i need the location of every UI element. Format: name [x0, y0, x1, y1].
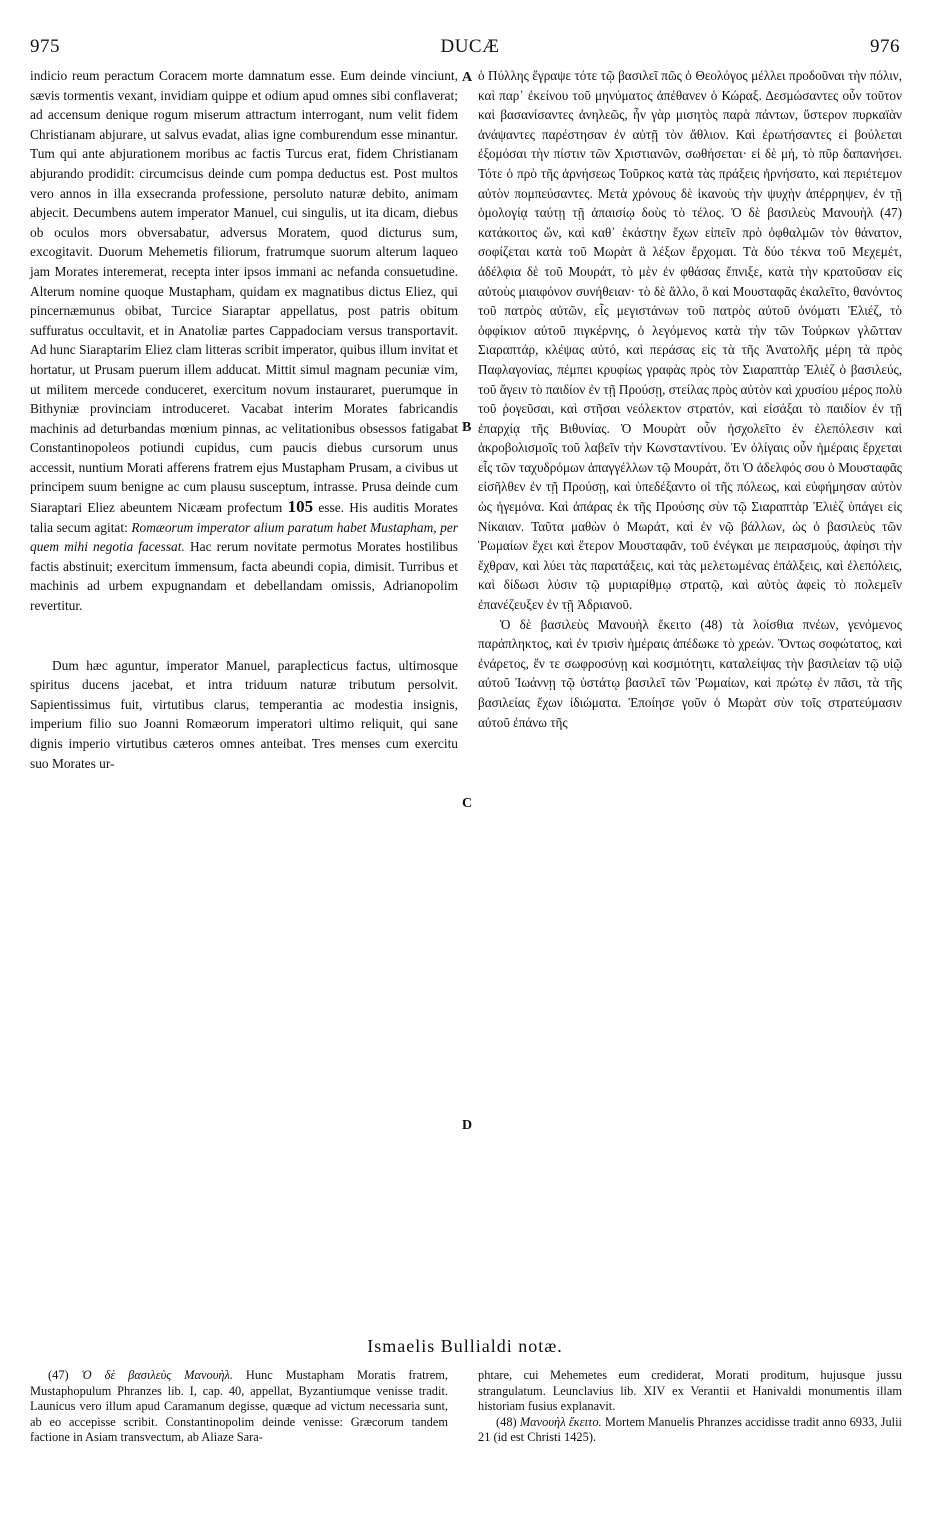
- paragraph-gap: [30, 616, 458, 656]
- running-title: DUCÆ: [440, 36, 500, 57]
- greek-paragraph-2: Ὁ δὲ βασιλεὺς Μανουὴλ ἔκειτο (48) τὰ λοίσθια πνέων, γενόμενος παράπληκτος, καὶ ἐν τρισὶν ἡμέραις ἀπέδωκε τὸ χρεών. Ὄντως σοφώτατος, καὶ ἐνάρετος, ἔν τε σωφροσύνῃ καὶ κοσμιότητι, καταλείψας τὴν βασιλείαν τῷ υἱῷ αὐτοῦ Ἰωάννῃ τῷ ὑστάτῳ βασιλεῖ τῶν Ῥωμαίων, καὶ πρώτῳ ἐν πᾶσι, τὰ τῆς βασιλείας ἔχων ἰδιώματα. Ἐποίησε γοῦν ὁ Μωρὰτ σὺν τοῖς στρατεύμασιν αὐτοῦ ἐπάνω τῆς: [478, 616, 902, 730]
- folio-number: 105: [287, 497, 314, 517]
- notes-heading: Ismaelis Bullialdi notæ.: [367, 1336, 563, 1356]
- greek-column: [478, 66, 902, 732]
- margin-mark-a: A: [462, 70, 473, 85]
- note-48: [478, 1415, 902, 1446]
- note-47-text: Hunc Mustapham Moratis fratrem, Mustaphopulum Phranzes lib. I, cap. 40, appellat, Byzantiumque venisse tradit. Launicus vero illum apud Caramanum degisse, quæque ad victum necessaria sunt, ab eo accepisse scribit. Constantinopolim deinde venisse: Græcorum tandem factione in Asiam transvectum, ab Aliaze Sara-: [30, 1368, 448, 1445]
- page-number-left: 975: [30, 36, 60, 57]
- page-number-right: 976: [870, 36, 900, 57]
- margin-mark-b: B: [462, 420, 472, 435]
- note-48-lemma: Μανουὴλ ἔκειτο.: [519, 1414, 602, 1429]
- note-48-number: (48): [496, 1414, 517, 1429]
- latin-italic-quote: Romæorum imperator alium paratum habet Mustapham, per quem mihi negotia facessat.: [30, 519, 458, 555]
- latin-paragraph-1: [30, 66, 458, 616]
- notes-column-right: [478, 1368, 902, 1446]
- latin-paragraph-2: Dum hæc aguntur, imperator Manuel, paraplecticus factus, ultimosque spiritus ducens jacebat, et intra triduum naturæ tributum persolvit. Sapientissimus fuit, virtutibus clarus, temperantia ac modestia insignis, imperium filio suo Joanni Romæorum imperatori ultimo reliquit, qui sane dignis imperio virtutibus cæteros omnes anteibat. Tres menses cum exercitu suo Morates ur-: [30, 657, 458, 771]
- margin-mark-c: C: [462, 796, 473, 811]
- note-47-continuation: phtare, cui Mehemetes eum crediderat, Morati proditum, hujusque jussu strangulatum. Leunclavius lib. XIV ex Verantii et Hanivaldi monumentis illam historiam fusius explanavit.: [478, 1368, 902, 1414]
- notes-column-left: [30, 1368, 448, 1446]
- greek-paragraph-1: ὁ Πύλλης ἔγραψε τότε τῷ βασιλεῖ πῶς ὁ Θεολόγος μέλλει προδοῦναι τὴν πόλιν, καὶ παρ᾽ ἐκείνου τοῦ μηνύματος ἀπέθανεν ὁ Κώραξ. Δεσμώσαντες οὖν τοῦτον καὶ βασανίσαντες ἀνηλεῶς, ἦν γὰρ μισητὸς παρὰ πάντων, ὕστερον πυρκαϊὰν ἀνάψαντες παρέστησαν ἐν αὐτῇ τὸν ἄθλιον. Καὶ ἐρωτήσαντες εἰ βούλεται ἐξομόσαι τὴν πίστιν τῶν Χριστιανῶν, σωθήσεται· εἰ δὲ μή, τὸ πῦρ δαπανήσει. Τότε ὁ πρὸ τῆς ἀρνήσεως Τοῦρκος κατὰ τὰς πράξεις ἠρνήσατο, καὶ περιέτεμον αὐτὸν πομπεύσαντες. Μετὰ χρόνους δὲ ἱκανοὺς τὴν ψυχὴν ἀπέρρηψεν, ἐν τῇ ὁμολογίᾳ ταύτῃ τῇ ἀπαισίῳ δοὺς τὸ τέλος. Ὁ δὲ βασιλεὺς Μανουὴλ (47) κατάκοιτος ὤν, καὶ καθ᾽ ἑκάστην ἔχων εἰπεῖν πρὸ ὀφθαλμῶν τὸν θάνατον, σοφίζεται κατὰ τοῦ Μωρὰτ ἃ λέξων ἔρχομαι. Τὰ δύο τέκνα τοῦ Μεχεμέτ, ἀδέλφια δὲ τοῦ Μουράτ, τὸ μὲν ἐν φθάσας ἔπνιξε, κατὰ τὴν κρατοῦσαν εἰς αὐτοὺς μιαιφόνον συνήθειαν· τὸ δὲ ἄλλο, ὃ καὶ Μουσταφᾶς ἐκαλεῖτο, θανόντος τοῦ πατρὸς αὐτῶν, εἷς μεγιστάνων τοῦ πατρὸς αὐτοῦ ὀνόματι Ἐλιέζ, τὸ ὀφφίκιον αὐτοῦ πιγκέρνης, ὁ λεγόμενος κατὰ τὴν τῶν Τούρκων γλῶτταν Σιαραπτάρ, κλέψας αὐτό, καὶ περάσας εἰς τὰ τῆς Ἀνατολῆς μέρη τὰ πρὸς Παφλαγονίας, πέμπει κρυφίως γραφὰς πρὸς τὸν Σιαραπτὰρ Ἐλιὲζ ὁ βασιλεύς, τοῦ ἄγειν τὸ παιδίον ἐν τῇ Προύσῃ, στείλας πρὸς αὐτὸν καὶ χρυσίου μέρος πολὺ τοῦ ῥογεῦσαι, καὶ στῆσαι νεόλεκτον στρατόν, καὶ εἰσάξαι τὸ παιδίον ἐν τῇ ἐπαρχίᾳ τῆς Βιθυνίας. Ὁ Μουρὰτ οὖν ἠσχολεῖτο ἐν ἐλεπόλεσιν καὶ ἀκροβολισμοῖς τοῦ λαβεῖν τὴν Κωνσταντίνου. Ἐν ὀλίγαις οὖν ἡμέραις ἔρχεται εἷς τῶν ταχυδρόμων ἀπαγγέλλων τῷ Μουράτ, ὅτι Ὁ ἀδελφός σου ὁ Μουσταφᾶς εἰσῆλθεν ἐν τῇ Προύσῃ, καὶ ὑπεδέξαντο οἱ τῆς πόλεως, καὶ εὐφήμησαν αὐτὸν ὡς ἡγεμόνα. Καὶ ἀπάρας ἐκ τῆς Προύσης σὺν τῷ Σιαραπτὰρ Ἐλιὲζ ὑπάγει εἰς Νίκαιαν. Ταῦτα μαθὼν ὁ Μωράτ, καὶ ἐν νῷ βάλλων, ὡς ὁ βασιλεὺς τῶν Ῥωμαίων ἔχει καὶ ἕτερον Μουσταφᾶν, τοῦ ἐνέγκαι με πειρασμούς, ἀφίησι τὴν ἔχθραν, καὶ λύει τὰς παρατάξεις, καὶ τὰς μελετωμένας ἐπάλξεις, καὶ ἐλεπόλεις, καὶ δίδωσι λύσιν τῷ μυριαρίθμῳ στρατῷ, καὶ αὐτὸς ἀφεὶς τὸ πολεμεῖν ἐπανέζευξεν ἐν τῇ Ἀδριανοῦ.: [478, 68, 902, 613]
- latin-text-b: esse. His auditis Morates talia secum agitat:: [30, 500, 458, 535]
- latin-column: [30, 66, 458, 773]
- margin-mark-d: D: [462, 1118, 473, 1133]
- note-47: [30, 1368, 448, 1446]
- note-47-lemma: Ὁ δὲ βασιλεὺς Μανουὴλ.: [81, 1368, 233, 1382]
- note-47-number: (47): [48, 1368, 69, 1382]
- latin-text-c: Hac rerum novitate permotus Morates hostilibus factis abstinuit; exercitum immensum, facta abeundi copia, dimisit. Turribus et machinis ad urbem expugnandam et debellandam omissis, Adrianopolim revertitur.: [30, 539, 459, 614]
- latin-text-a: indicio reum peractum Coracem morte damnatum esse. Eum deinde vinciunt, sævis tormentis vexant, invidiam quippe et odium apud omnes sibi conflaverat; ad accensum denique rogum miserum attractum interrogant, num velit fidem Christianam abjurare, ut salvus evadat, alias igne comburendum esse minantur. Tum qui ante abjurationem moribus ac factis Turcus erat, fidem Christianam abjurando prodidit: circumcisus deinde cum pompa deductus est. Post multos vero annos in illa exsecranda professione, persoluto naturæ debito, animam abjecit. Decumbens autem imperator Manuel, cui singulis, ut ita dicam, diebus ob oculos mors obversabatur, adversus Moratem, quod dicturus sum, excogitavit. Duorum Mehemetis filiorum, fratrumque suorum alterum laqueo jam Morates interemerat, recepta inter ipsos immani ac nefanda consuetudine. Alterum nomine quoque Mustapham, quidam ex magnatibus dictus Eliez, qui pincernæmunus obibat, Turcice Siaraptar appellatus, post patris obitum suffuratus occultavit, et in Anatoliæ partes Cappadociam versus transportavit. Ad hunc Siaraptarim Eliez clam litteras scribit imperator, quibus illum invitat et hortatur, ut Prusam puerum illem adducat. Mittit simul magnam pecuniæ vim, ut militem mercede conduceret, exercitum novum instauraret, puerumque in Bithyniæ provinciam introduceret. Vacabat interim Morates fabricandis machinis ad deturbandas mœnium pinnas, ac velitationibus obsessos fatigabat Constantinopoleos potiundi cupidus, cum paucis diebus cursorum unus accessit, nuntium Morati afferens fratrem ejus Mustapham Prusam, a civibus ut principem suum benigne ac cum plausu susceptum, intrasse. Prusa deinde cum Siaraptari Eliez abeuntem Nicæam profectum: [30, 68, 458, 516]
- note-48-text: Mortem Manuelis Phranzes accidisse tradit anno 6933, Julii 21 (id est Christi 1425).: [478, 1414, 902, 1445]
